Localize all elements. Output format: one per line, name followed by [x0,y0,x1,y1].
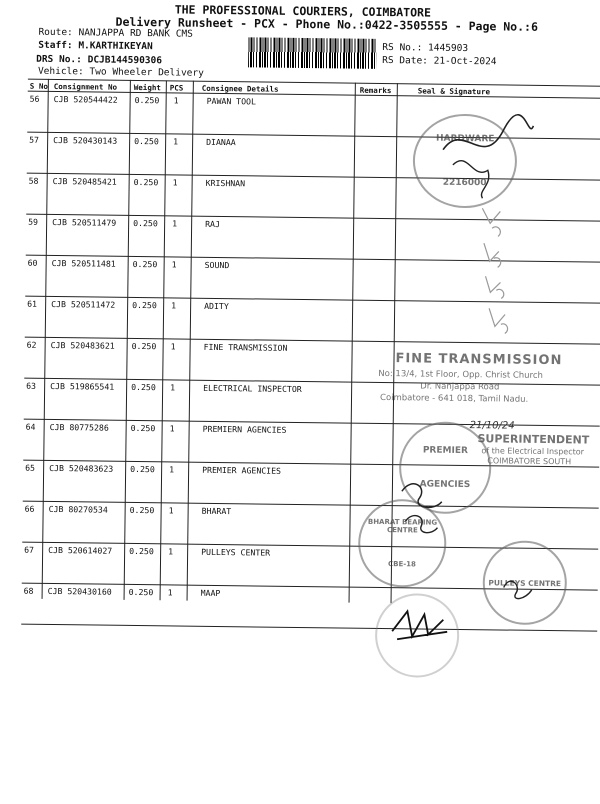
pulleys-centre-stamp: PULLEYS CENTRE [482,540,567,625]
row-serial-number: 58 [28,175,39,186]
row-consignment-number: CJB 520544422 [53,93,118,105]
row-weight: 0.250 [134,135,159,147]
row-weight: 0.250 [130,463,155,475]
row-consignment-number: CJB 520614027 [48,544,113,556]
col-divider [187,81,194,601]
row-consignment-number: CJB 520483623 [49,462,114,474]
barcode [248,37,376,69]
row-consignee: PAWAN TOOL [206,95,257,107]
drs-number: DRS No.: DCJB144590306 [36,53,163,67]
row-weight: 0.250 [131,381,156,393]
row-weight: 0.250 [133,217,158,229]
row-serial-number: 65 [25,462,36,473]
row-weight: 0.250 [132,299,157,311]
row-weight: 0.250 [129,504,155,516]
row-weight: 0.250 [130,422,156,434]
row-pcs: 1 [173,95,179,106]
vehicle: Vehicle: Two Wheeler Delivery [37,65,204,79]
route: Route: NANJAPPA RD BANK CMS [38,26,193,40]
row-weight: 0.250 [129,545,154,557]
row-serial-number: 57 [29,134,40,145]
col-divider [124,80,131,600]
row-pcs: 1 [169,423,175,434]
row-consignee: ELECTRICAL INSPECTOR [203,382,302,395]
row-serial-number: 60 [27,257,38,268]
premier-agencies-stamp: PREMIER AGENCIES [399,421,492,514]
row-consignee: BHARAT [201,505,232,517]
hardware-stamp: HARDWARE 2216000 [412,113,517,208]
row-pcs: 1 [168,505,174,516]
row-consignee: PREMIERN AGENCIES [202,423,287,435]
col-divider [349,83,356,603]
row-consignee: PULLEYS CENTER [201,546,271,558]
row-consignee: MAAP [200,587,221,599]
col-header-remarks: Remarks [359,85,392,96]
row-serial-number: 68 [23,585,34,596]
row-serial-number: 61 [27,298,38,309]
fine-transmission-address: Coimbatore - 641 018, Tamil Nadu. [379,392,529,405]
row-consignment-number: CJB 520485421 [52,175,117,187]
signature-mark [498,562,538,602]
row-weight: 0.250 [128,586,154,598]
row-consignment-number: CJB 520430143 [53,134,118,146]
row-consignment-number: CJB 520511479 [52,216,117,228]
col-header-weight: Weight [133,82,161,93]
row-pcs: 1 [167,587,173,598]
col-divider [160,80,167,600]
signature-mark [393,471,454,542]
row-serial-number: 64 [25,421,36,432]
handwritten-date: 21/10/24 [469,420,515,432]
fine-transmission-address: Dr. Nanjappa Road [420,381,500,393]
row-serial-number: 66 [24,503,35,514]
col-header-consignment: Consignment No [53,81,118,92]
row-consignment-number: CJB 520483621 [50,339,115,351]
row-serial-number: 56 [29,93,40,104]
row-serial-number: 59 [28,216,39,227]
rs-date: RS Date: 21-Oct-2024 [382,54,497,68]
row-consignment-number: CJB 520511481 [51,257,116,269]
col-header-sno: S No [29,81,48,91]
row-consignee: SOUND [204,259,230,271]
row-pcs: 1 [171,259,177,270]
company-title: THE PROFESSIONAL COURIERS, COIMBATORE [174,2,432,20]
row-weight: 0.250 [134,94,160,106]
initials-marks [471,198,533,349]
rs-number: RS No.: 1445903 [382,41,469,55]
row-divider [23,501,599,509]
runsheet-subtitle: Delivery Runsheet - PCX - Phone No.:0422-3505555 - Page No.:6 [115,14,539,34]
col-header-pcs: PCS [169,83,184,93]
electrical-inspector-line: of the Electrical Inspector [481,446,585,457]
row-consignee: DIANAA [206,136,236,148]
fine-transmission-stamp-title: FINE TRANSMISSION [395,351,563,369]
bharat-bearing-stamp: BHARAT BEARING CENTRE CBE-18 [358,499,447,588]
col-header-seal: Seal & Signature [417,86,491,97]
row-pcs: 1 [169,464,175,475]
row-pcs: 1 [172,177,178,188]
row-pcs: 1 [172,218,178,229]
superintendent-stamp: SUPERINTENDENT [477,432,590,447]
row-consignment-number: CJB 520430160 [47,585,112,597]
row-consignment-number: CJB 80775286 [49,421,109,433]
row-weight: 0.250 [133,176,159,188]
row-pcs: 1 [171,300,177,311]
row-consignment-number: CJB 519865541 [50,380,115,392]
col-divider [42,79,49,599]
row-consignee: ADITY [204,300,229,312]
signature-mark [387,601,458,652]
staff: Staff: M.KARTHIKEYAN [38,39,153,53]
fine-transmission-address: No: 13/4, 1st Floor, Opp. Christ Church [378,368,544,381]
row-consignee: KRISHNAN [205,177,246,189]
row-weight: 0.250 [131,340,157,352]
row-divider [21,624,597,632]
row-pcs: 1 [170,382,176,393]
row-pcs: 1 [173,136,179,147]
row-serial-number: 62 [26,339,37,350]
row-consignee: FINE TRANSMISSION [203,341,288,353]
signature-mark [432,110,543,201]
row-consignee: RAJ [205,218,221,230]
row-consignee: PREMIER AGENCIES [202,464,282,476]
row-serial-number: 67 [24,544,35,555]
row-consignment-number: CJB 520511472 [51,298,116,310]
electrical-inspector-line: COIMBATORE SOUTH [487,456,572,467]
row-pcs: 1 [170,341,176,352]
row-pcs: 1 [168,546,174,557]
row-consignment-number: CJB 80270534 [48,503,108,515]
col-header-consignee: Consignee Details [201,83,279,94]
row-serial-number: 63 [26,380,37,391]
row-weight: 0.250 [132,258,158,270]
